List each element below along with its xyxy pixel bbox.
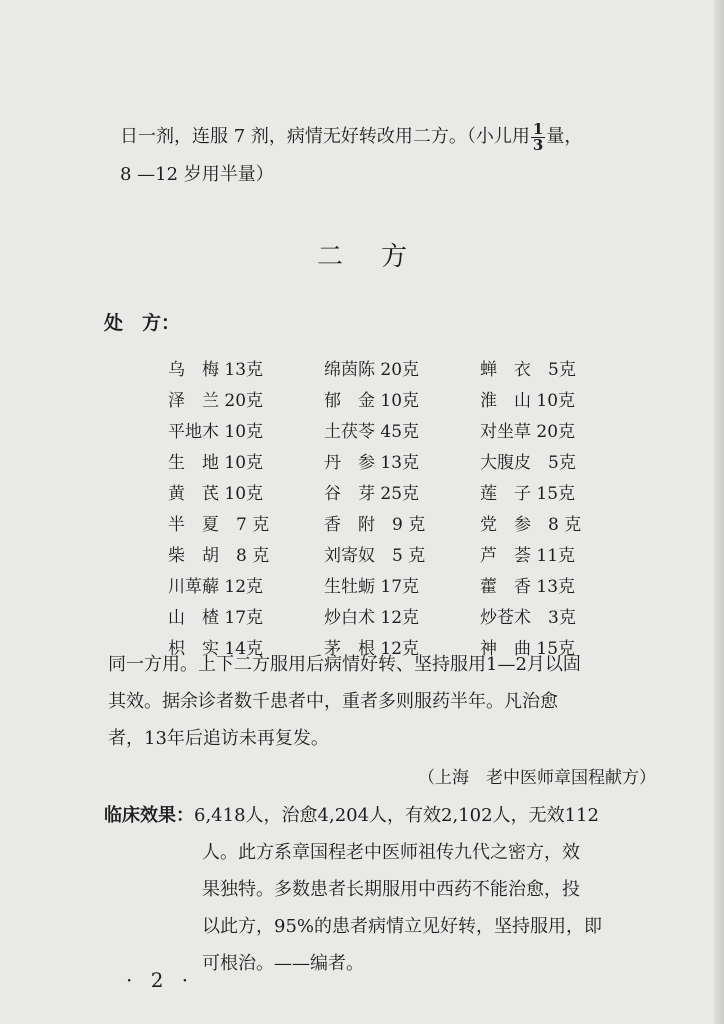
usage-line: 同一方用。上下二方服用后病情好转、坚持服用1—2月以固	[108, 654, 581, 675]
herb-row	[168, 476, 600, 507]
herb-entry: 党 参 8 克	[480, 515, 582, 535]
clinical-first-line	[104, 797, 644, 834]
intro-line-2: 8 —12 岁用半量）	[120, 164, 274, 185]
usage-line: 其效。据余诊者数千患者中，重者多则服药半年。凡治愈	[108, 691, 558, 712]
attribution: （上海 老中医师章国程献方）	[418, 768, 656, 788]
herb-entry: 生 地 10克	[168, 453, 264, 473]
herb-row	[168, 445, 600, 476]
herb-entry: 大腹皮 5克	[480, 453, 576, 473]
herb-entry: 神 曲 15克	[480, 639, 576, 659]
herb-entry: 炒白术 12克	[324, 608, 420, 628]
fraction-numerator: 1	[532, 119, 544, 138]
intro-line-1-text: 日一剂，连服 7 剂，病情无好转改用二方。（小儿用	[120, 126, 530, 147]
clinical-line: 可根治。——编者。	[202, 953, 364, 974]
clinical-results	[104, 797, 644, 982]
section-title: 二方	[316, 242, 445, 272]
herb-entry: 芦 荟 11克	[480, 546, 576, 566]
prescription-label: 处 方：	[104, 312, 181, 334]
herb-entry: 藿 香 13克	[480, 577, 576, 597]
herb-entry: 泽 兰 20克	[168, 391, 264, 411]
herb-row	[168, 507, 600, 538]
herb-entry: 茅 根 12克	[324, 639, 420, 659]
herb-entry: 半 夏 7 克	[168, 515, 270, 535]
clinical-label: 临床效果：	[104, 805, 194, 826]
herb-entry: 川萆薢 12克	[168, 577, 264, 597]
herb-entry: 莲 子 15克	[480, 484, 576, 504]
herb-entry: 郁 金 10克	[324, 391, 420, 411]
herb-entry: 枳 实 14克	[168, 639, 264, 659]
clinical-line: 果独特。多数患者长期服用中西药不能治愈，投	[202, 879, 580, 900]
herb-row	[168, 383, 600, 414]
herb-entry: 山 楂 17克	[168, 608, 264, 628]
fraction-one-third	[531, 119, 545, 154]
fraction-denominator: 3	[532, 135, 544, 154]
herb-entry: 绵茵陈 20克	[324, 360, 420, 380]
herb-entry: 乌 梅 13克	[168, 360, 264, 380]
herb-entry: 土茯苓 45克	[324, 422, 420, 442]
herb-entry: 炒苍术 3克	[480, 608, 576, 628]
usage-line: 者，13年后追访未再复发。	[108, 728, 329, 749]
intro-line-1	[120, 118, 650, 156]
page-gutter	[714, 0, 724, 1024]
page-number: · 2 ·	[126, 968, 195, 992]
usage-paragraph	[108, 646, 628, 757]
herb-row	[168, 414, 600, 445]
herb-row	[168, 352, 600, 383]
herb-entry: 香 附 9 克	[324, 515, 426, 535]
herb-table	[168, 352, 600, 662]
herb-row	[168, 600, 600, 631]
herb-entry: 刘寄奴 5 克	[324, 546, 426, 566]
herb-entry: 柴 胡 8 克	[168, 546, 270, 566]
intro-line-1-tail: 量，	[546, 126, 583, 147]
intro-paragraph	[120, 118, 650, 194]
herb-row	[168, 569, 600, 600]
clinical-line: 以此方，95%的患者病情立见好转，坚持服用，即	[202, 916, 603, 937]
herb-entry: 黄 芪 10克	[168, 484, 264, 504]
clinical-first-text: 6,418人，治愈4,204人，有效2,102人，无效112	[194, 805, 599, 826]
herb-row	[168, 538, 600, 569]
herb-entry: 蝉 衣 5克	[480, 360, 576, 380]
clinical-line: 人。此方系章国程老中医师祖传九代之密方，效	[202, 842, 580, 863]
herb-entry: 淮 山 10克	[480, 391, 576, 411]
herb-entry: 对坐草 20克	[480, 422, 576, 442]
herb-entry: 谷 芽 25克	[324, 484, 420, 504]
herb-entry: 丹 参 13克	[324, 453, 420, 473]
herb-entry: 平地木 10克	[168, 422, 264, 442]
herb-entry: 生牡蛎 17克	[324, 577, 420, 597]
